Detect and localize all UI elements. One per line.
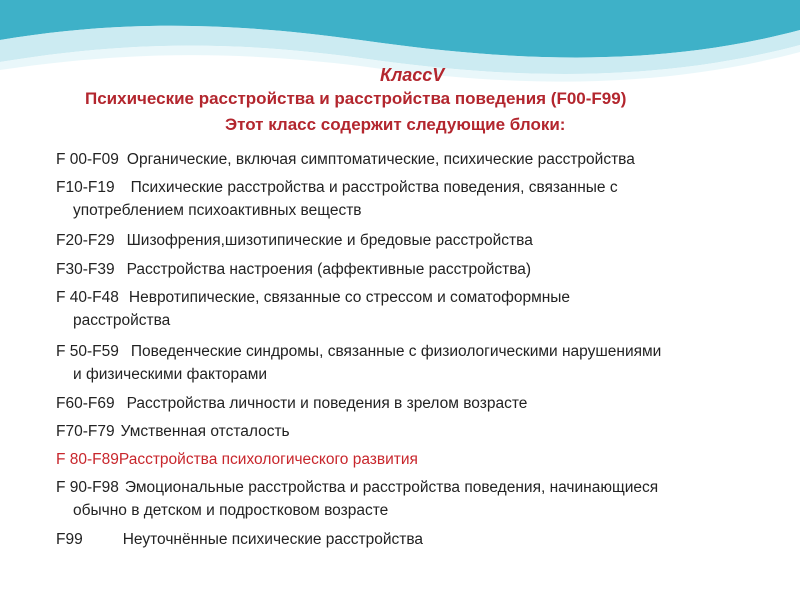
block-item (56, 528, 423, 551)
block-description-continued: употреблением психоактивных веществ (73, 202, 362, 219)
block-description-continued: расстройства (73, 312, 171, 329)
block-code: F20-F29 (56, 232, 115, 249)
block-description: Невротипические, связанные со стрессом и соматоформные (128, 289, 571, 306)
block-item (56, 476, 658, 522)
block-code: F 40-F48 (56, 289, 119, 306)
block-item (56, 229, 533, 252)
block-item (56, 258, 531, 281)
block-code: F 90-F98 (56, 479, 119, 496)
block-code: F 00-F09 (56, 151, 119, 168)
block-code: F99 (56, 531, 83, 548)
block-description: Расстройства настроения (аффективные расстройства) (126, 261, 532, 278)
block-code: F60-F69 (56, 395, 115, 412)
block-description-continued: обычно в детском и подростковом возрасте (73, 502, 389, 519)
block-description: Расстройства психологического развития (118, 451, 418, 468)
block-description: Расстройства личности и поведения в зрелом возрасте (126, 395, 528, 412)
block-description: Психические расстройства и расстройства поведения, связанные с (130, 179, 618, 196)
block-item (56, 448, 418, 471)
block-code: F 50-F59 (56, 343, 119, 360)
block-code: F 80-F89 (56, 451, 119, 468)
block-item (56, 286, 570, 332)
block-item (56, 340, 661, 386)
block-code: F70-F79 (56, 423, 115, 440)
class-subtitle: Психические расстройства и расстройства поведения (F00-F99) (85, 89, 627, 108)
block-description: Умственная отсталость (120, 423, 290, 440)
block-description: Шизофрения,шизотипические и бредовые расстройства (126, 232, 533, 249)
block-description: Эмоциональные расстройства и расстройства поведения, начинающиеся (124, 479, 659, 496)
block-item (56, 148, 635, 171)
block-description: Неуточнённые психические расстройства (122, 531, 424, 548)
block-code: F30-F39 (56, 261, 115, 278)
block-item (56, 392, 527, 415)
block-item (56, 176, 618, 222)
block-code: F10-F19 (56, 179, 115, 196)
block-description-continued: и физическими факторами (73, 366, 268, 383)
blocks-intro: Этот класс содержит следующие блоки: (225, 115, 566, 134)
class-heading: КлассV (380, 65, 445, 85)
block-description: Поведенческие синдромы, связанные с физиологическими нарушениями (130, 343, 662, 360)
block-description: Органические, включая симптоматические, психические расстройства (126, 151, 635, 168)
block-item (56, 420, 290, 443)
